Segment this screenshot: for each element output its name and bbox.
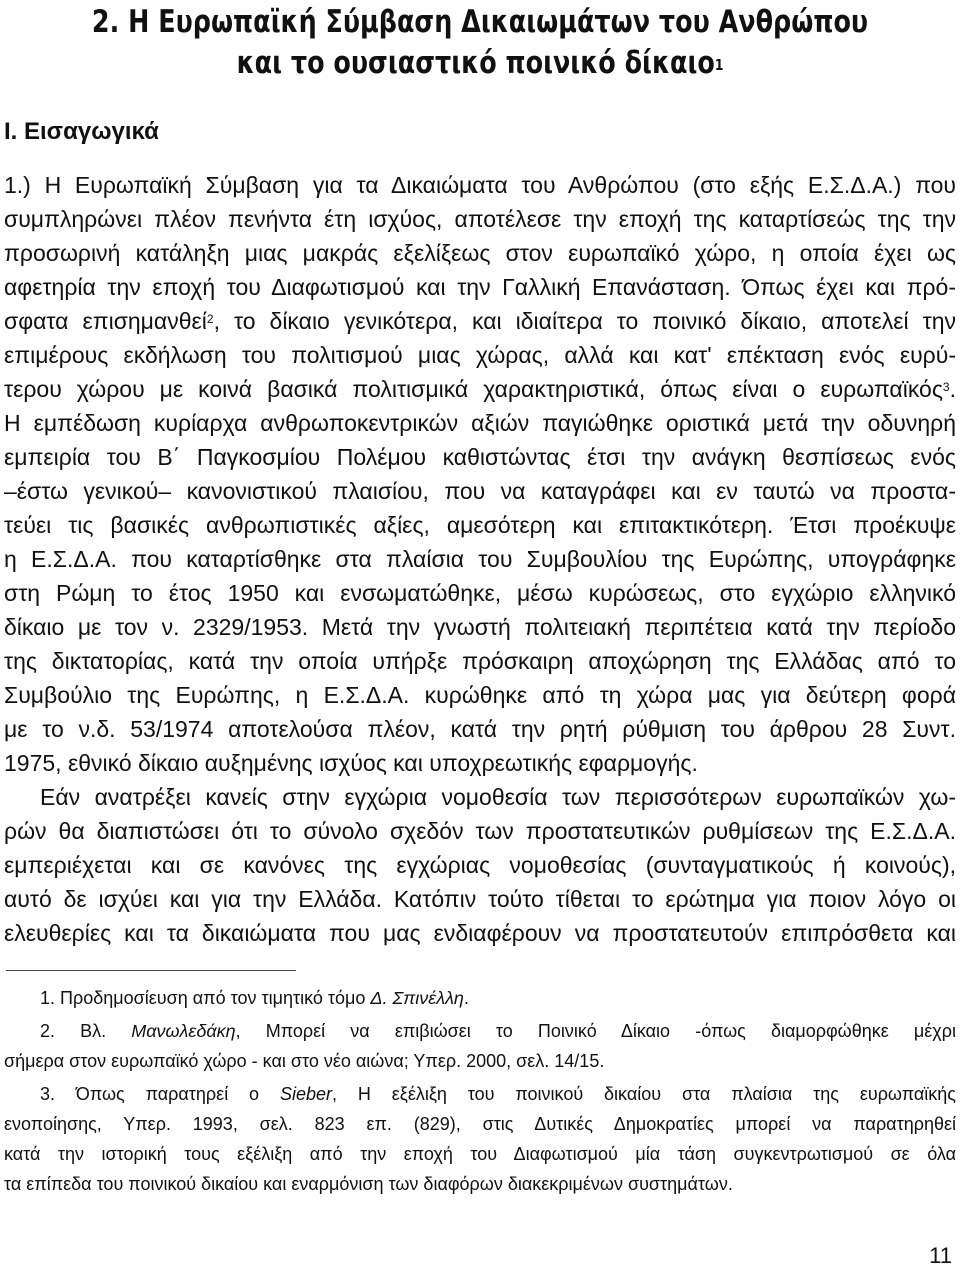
footnote-3-continued: κατά την ιστορική τους εξέλιξη από την εποχή του Διαφωτισμού μία τάση συγκεντρωτισμού σε όλα <box>4 1144 956 1164</box>
body-line: προσωρινή κατάληξη μιας μακράς εξελίξεως στον ευρωπαϊκό χώρο, η οποία έχει ως <box>4 240 956 266</box>
footnote-1 <box>40 983 469 1013</box>
footnote-author: Δ. Σπινέλλη <box>370 988 464 1008</box>
body-line: στη Ρώμη το έτος 1950 και ενσωματώθηκε, μέσω κυρώσεως, στο εγχώριο ελληνικό <box>4 580 956 606</box>
footnote-author: Μανωλεδάκη <box>131 1021 236 1041</box>
body-line-part: , το δίκαιο γενικότερα, και ιδιαίτερα το ποινικό δίκαιο, αποτελεί την <box>213 308 956 334</box>
body-line: 1975, εθνικό δίκαιο αυξημένης ισχύος και υποχρεωτικής εφαρμογής. <box>4 750 698 776</box>
body-line: Η εμπέδωση κυρίαρχα ανθρωποκεντρικών αξιών παγιώθηκε οριστικά μετά την οδυνηρή <box>4 410 956 436</box>
body-line: συμπληρώνει πλέον πενήντα έτη ισχύος, αποτέλεσε την εποχή της καταρτίσεώς της την <box>4 206 956 232</box>
footnote-ref-2: 2 <box>206 312 214 326</box>
body-line-part: τερου χώρου με κοινά βασικά πολιτισμικά χαρακτηριστικά, όπως είναι ο ευρωπαϊκός <box>4 376 943 402</box>
footnote-text: , Μπορεί να επιβιώσει το Ποινικό Δίκαιο -όπως διαμορφώθηκε μέχρι <box>235 1021 956 1041</box>
body-line: δίκαιο με τον ν. 2329/1953. Μετά την γνωστή πολιτειακή περιπέτεια κατά την περίοδο <box>4 614 956 640</box>
body-line <box>4 304 956 338</box>
body-line: ρών θα διαπιστώσει ότι το σύνολο σχεδόν των προστατευτικών ρυθμίσεων της Ε.Σ.Δ.Α. <box>4 818 956 844</box>
body-line: ελευθερίες και τα δικαιώματα που μας ενδιαφέρουν να προστατευτούν επιπρόσθετα και <box>4 920 956 946</box>
footnote-text: 2. Βλ. <box>40 1021 132 1041</box>
body-line: τεύει τις βασικές ανθρωπιστικές αξίες, αμεσότερη και επιτακτικότερη. Έτσι προέκυψε <box>4 512 956 538</box>
page-number: 11 <box>929 1243 952 1268</box>
chapter-title-line-2-text: και το ουσιαστικό ποινικό δίκαιο <box>236 45 715 81</box>
body-line: εμπειρία του Β΄ Παγκοσμίου Πολέμου καθιστώντας έτσι την ανάγκη θεσπίσεως ενός <box>4 444 956 470</box>
footnote-ref-3: 3 <box>942 380 950 394</box>
footnote-3 <box>40 1079 956 1109</box>
footnote-text: . <box>463 988 469 1008</box>
body-line-part: . <box>949 376 956 402</box>
body-line: αυτό δε ισχύει και για την Ελλάδα. Κατόπιν τούτο τίθεται το ερώτημα για ποιον λόγο οι <box>4 886 956 912</box>
body-line: η Ε.Σ.Δ.Α. που καταρτίσθηκε στα πλαίσια του Συμβουλίου της Ευρώπης, υπογράφηκε <box>4 546 956 572</box>
footnote-text: 3. Όπως παρατηρεί ο <box>40 1084 280 1104</box>
footnote-2 <box>40 1016 956 1046</box>
body-line <box>4 372 956 406</box>
footnote-3-continued: ενοποίησης, Υπερ. 1993, σελ. 823 επ. (829), στις Δυτικές Δημοκρατίες μπορεί να παρατηρηθεί <box>4 1114 956 1134</box>
footnote-text: , Η εξέλιξη του ποινικού δικαίου στα πλαίσια της ευρωπαϊκής <box>331 1084 956 1104</box>
body-line: της δικτατορίας, κατά την οποία υπήρξε πρόσκαιρη αποχώρηση της Ελλάδας από το <box>4 648 956 674</box>
body-line: αφετηρία την εποχή του Διαφωτισμού και την Γαλλική Επανάσταση. Όπως έχει και πρό- <box>4 274 956 300</box>
body-line: Συμβούλιο της Ευρώπης, η Ε.Σ.Δ.Α. κυρώθηκε από τη χώρα μας για δεύτερη φορά <box>4 682 956 708</box>
body-line: επιμέρους εκδήλωση του πολιτισμού μιας χώρας, αλλά και κατ' επέκταση ενός ευρύ- <box>4 342 956 368</box>
chapter-title-line-2 <box>86 43 873 83</box>
title-footnote-ref: 1 <box>714 56 724 74</box>
body-line: εμπεριέχεται και σε κανόνες της εγχώριας νομοθεσίας (συνταγματικούς ή κοινούς), <box>4 852 956 878</box>
footnote-3-continued: τα επίπεδα του ποινικού δικαίου και εναρμόνιση των διαφόρων διακεκριμένων συστημάτων. <box>4 1174 733 1194</box>
footnote-separator <box>6 970 296 971</box>
body-line: με το ν.δ. 53/1974 αποτελούσα πλέον, κατά την ρητή ρύθμιση του άρθρου 28 Συντ. <box>4 716 956 742</box>
body-line-part: σφατα επισημανθεί <box>4 308 207 334</box>
chapter-title-line-1: 2. Η Ευρωπαϊκή Σύμβαση Δικαιωμάτων του Ανθρώπου <box>91 4 869 40</box>
body-line: –έστω γενικού– κανονιστικού πλαισίου, που να καταγράφει και εν ταυτώ να προστα- <box>4 478 956 504</box>
footnote-2-continued: σήμερα στον ευρωπαϊκό χώρο - και στο νέο αιώνα; Υπερ. 2000, σελ. 14/15. <box>4 1051 605 1071</box>
body-line: 1.) Η Ευρωπαϊκή Σύμβαση για τα Δικαιώματα του Ανθρώπου (στο εξής Ε.Σ.Δ.Α.) που <box>4 172 956 198</box>
footnote-text: 1. Προδημοσίευση από τον τιμητικό τόμο <box>40 988 371 1008</box>
section-heading: Ι. Εισαγωγικά <box>4 118 159 145</box>
footnote-author: Sieber <box>279 1084 332 1104</box>
body-line: Εάν ανατρέξει κανείς στην εγχώρια νομοθεσία των περισσότερων ευρωπαϊκών χω- <box>40 784 956 810</box>
